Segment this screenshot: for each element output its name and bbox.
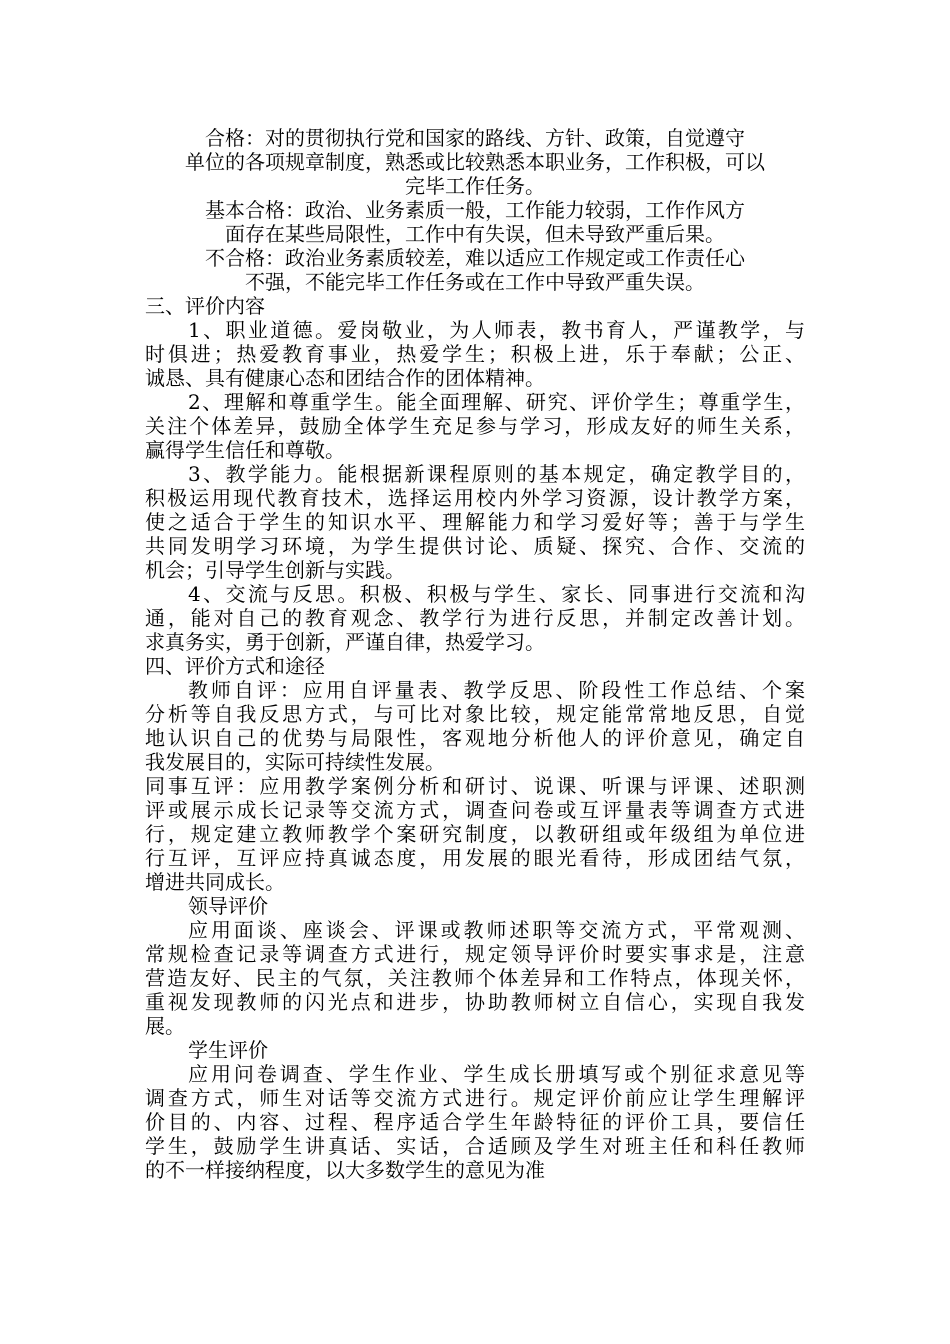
- text-line: 完毕工作任务。: [405, 174, 545, 198]
- text-line: 面存在某些局限性，工作中有失误，但未导致严重后果。: [225, 222, 725, 246]
- text-line: 单位的各项规章制度，熟悉或比较熟悉本职业务，工作积极，可以: [185, 150, 765, 174]
- text-line: 分析等自我反思方式，与可比对象比较，规定能常常地反思，自觉: [145, 702, 805, 726]
- text-line: 应用面谈、座谈会、评课或教师述职等交流方式，平常观测、: [188, 918, 805, 942]
- text-line: 行，规定建立教师教学个案研究制度，以教研组或年级组为单位进: [145, 822, 805, 846]
- text-line: 3、教学能力。能根据新课程原则的基本规定，确定教学目的，: [188, 462, 805, 486]
- section-heading: 三、评价内容: [145, 294, 265, 318]
- text-line: 求真务实，勇于创新，严谨自律，热爱学习。: [145, 630, 545, 654]
- text-line: 评或展示成长记录等交流方式，调查问卷或互评量表等调查方式进: [145, 798, 805, 822]
- text-line: 行互评，互评应持真诚态度，用发展的眼光看待，形成团结气氛，: [145, 846, 805, 870]
- text-line: 不合格：政治业务素质较差，难以适应工作规定或工作责任心: [205, 246, 745, 270]
- text-line: 我发展目的，实际可持续性发展。: [145, 750, 445, 774]
- text-line: 的不一样接纳程度，以大多数学生的意见为准: [145, 1158, 545, 1182]
- text-line: 教师自评：应用自评量表、教学反思、阶段性工作总结、个案: [188, 678, 805, 702]
- text-line: 2、理解和尊重学生。能全面理解、研究、评价学生；尊重学生，: [188, 390, 805, 414]
- text-line: 应用问卷调查、学生作业、学生成长册填写或个别征求意见等: [188, 1062, 805, 1086]
- text-line: 通，能对自己的教育观念、教学行为进行反思，并制定改善计划。: [145, 606, 805, 630]
- text-line: 基本合格：政治、业务素质一般，工作能力较弱，工作作风方: [205, 198, 745, 222]
- text-line: 共同发明学习环境，为学生提供讨论、质疑、探究、合作、交流的: [145, 534, 805, 558]
- text-line: 使之适合于学生的知识水平、理解能力和学习爱好等；善于与学生: [145, 510, 805, 534]
- text-line: 积极运用现代教育技术，选择运用校内外学习资源，设计教学方案，: [145, 486, 805, 510]
- text-line: 时俱进；热爱教育事业，热爱学生；积极上进，乐于奉献；公正、: [145, 342, 805, 366]
- text-line: 合格：对的贯彻执行党和国家的路线、方针、政策，自觉遵守: [205, 126, 745, 150]
- subsection-heading: 领导评价: [188, 894, 268, 918]
- text-line: 学生，鼓励学生讲真话、实话，合适顾及学生对班主任和科任教师: [145, 1134, 805, 1158]
- text-line: 4、交流与反思。积极、积极与学生、家长、同事进行交流和沟: [188, 582, 805, 606]
- text-line: 重视发现教师的闪光点和进步，协助教师树立自信心，实现自我发: [145, 990, 805, 1014]
- text-line: 常规检查记录等调查方式进行，规定领导评价时要实事求是，注意: [145, 942, 805, 966]
- subsection-heading: 学生评价: [188, 1038, 268, 1062]
- text-line: 1、职业道德。爱岗敬业，为人师表，教书育人，严谨教学，与: [188, 318, 805, 342]
- text-line: 调查方式，师生对话等交流方式进行。规定评价前应让学生理解评: [145, 1086, 805, 1110]
- text-line: 展。: [145, 1014, 185, 1038]
- text-line: 同事互评：应用教学案例分析和研讨、说课、听课与评课、述职测: [145, 774, 805, 798]
- text-line: 价目的、内容、过程、程序适合学生年龄特征的评价工具，要信任: [145, 1110, 805, 1134]
- text-line: 机会；引导学生创新与实践。: [145, 558, 405, 582]
- section-heading: 四、评价方式和途径: [145, 654, 325, 678]
- text-line: 诚恳、具有健康心态和团结合作的团体精神。: [145, 366, 545, 390]
- text-line: 营造友好、民主的气氛，关注教师个体差异和工作特点，体现关怀，: [145, 966, 805, 990]
- text-line: 不强，不能完毕工作任务或在工作中导致严重失误。: [245, 270, 705, 294]
- text-line: 增进共同成长。: [145, 870, 285, 894]
- text-line: 地认识自己的优势与局限性，客观地分析他人的评价意见，确定自: [145, 726, 805, 750]
- text-line: 赢得学生信任和尊敬。: [145, 438, 345, 462]
- text-line: 关注个体差异，鼓励全体学生充足参与学习，形成友好的师生关系，: [145, 414, 805, 438]
